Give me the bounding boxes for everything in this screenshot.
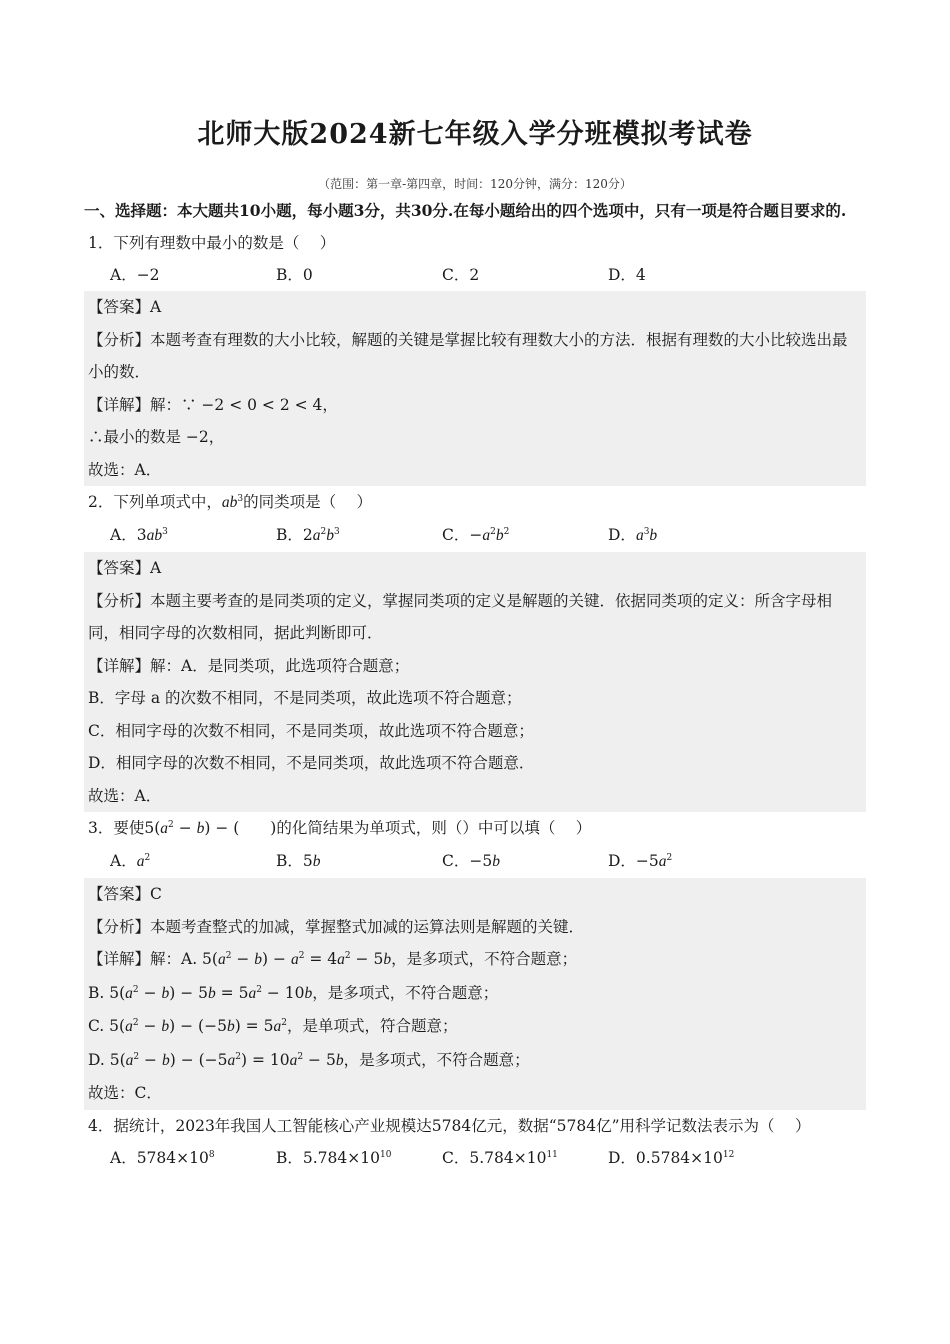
q3-detail-a: 【详解】解：A. $5(a^2 - b) - a^2 = 4a^2 - 5b$，是多项式，不符合题意； [88,950,578,968]
question-3-solution [84,878,866,1110]
q3-option-c: C．−5b [442,852,500,870]
q2-line-d: D．相同字母的次数不相同，不是同类项，故此选项不符合题意． [88,754,535,772]
q3-option-b: B．5b [276,852,321,870]
q2-choice: 故选：A． [88,786,162,805]
question-2-stem: 2．下列单项式中，$ab^3$的同类项是（ ） [88,493,373,511]
q3-answer: 【答案】C [88,885,162,903]
q3-detail-c: C. $5(a^2 - b) - (-5b) = 5a^2$，是单项式，符合题意； [88,1017,458,1035]
q1-option-c: C．2 [442,266,480,284]
question-1-solution [84,291,866,486]
q3-analysis: 【分析】本题考查整式的加减，掌握整式加减的运算法则是解题的关键． [88,917,585,936]
q1-option-b: B．0 [276,266,313,284]
q2-option-a: A．$3ab^3$ [110,526,168,544]
question-3-options [84,845,866,878]
q4-option-a: A．$5784\times 10^8$ [110,1148,215,1167]
q2-option-c: C．$-a^2b^2$ [442,526,510,544]
q4-option-b: B．$5.784\times 10^{10}$ [276,1148,392,1167]
question-2-solution [84,552,866,812]
question-1-stem: 1．下列有理数中最小的数是（ ） [88,234,336,252]
q4-option-c: C．$5.784\times 10^{11}$ [442,1148,558,1167]
q3-detail-b: B. $5(a^2 - b) - 5b = 5a^2 - 10b$，是多项式，不符合题意； [88,983,499,1002]
q3-detail-d: D. $5(a^2 - b) - (-5a^2) = 10a^2 - 5b$，是多项式，不符合题意； [88,1050,530,1069]
exam-content [84,195,866,1174]
question-4-options [84,1142,866,1174]
q2-option-b: B．$2a^2b^3$ [276,526,340,544]
q3-choice: 故选：C． [88,1084,162,1102]
q2-line-c: C．相同字母的次数不相同，不是同类项，故此选项不符合题意； [88,721,534,740]
q2-answer: 【答案】A [88,559,162,577]
question-3-stem: 3．要使$5(a^2 - b)$ − ( )的化简结果为单项式，则（）中可以填（ ） [88,819,592,837]
q1-choice: 故选：A． [88,460,162,479]
q2-line-b: B．字母 a 的次数不相同，不是同类项，故此选项不符合题意； [88,689,522,707]
page-title: 北师大版2024新七年级入学分班模拟考试卷 [197,119,753,150]
q3-option-d: D．$-5a^2$ [608,852,673,870]
section-heading: 一、选择题：本大题共10小题，每小题3分，共30分.在每小题给出的四个选项中，只有一项是符合题目要求的. [84,201,847,220]
q1-option-d: D．4 [608,266,646,284]
q2-analysis: 【分析】本题主要考查的是同类项的定义，掌握同类项的定义是解题的关键．依据同类项的定义：所含字母相同，相同字母的次数相同，据此判断即可． [88,591,833,642]
q1-answer: 【答案】A [88,298,162,316]
question-1-options [84,259,866,291]
question-4-stem: 4．据统计，2023年我国人工智能核心产业规模达5784亿元，数据“5784亿”用科学记数法表示为（ ） [88,1116,811,1135]
q2-option-d: D．$a^3b$ [608,526,658,544]
q1-conclusion: ∴最小的数是 −2， [88,428,225,446]
question-2-options [84,519,866,552]
page-subtitle: （范围：第一章-第四章，时间：120分钟，满分：120分） [318,177,632,191]
q2-detail: 【详解】解：A．是同类项，此选项符合题意； [88,656,410,675]
q1-detail: 【详解】解：∵ −2 < 0 < 2 < 4， [88,395,338,414]
q3-option-a: A．$a^2$ [110,852,151,870]
q4-option-d: D．$0.5784\times 10^{12}$ [608,1148,735,1167]
q1-analysis: 【分析】本题考查有理数的大小比较，解题的关键是掌握比较有理数大小的方法．根据有理数的大小比较选出最小的数． [88,330,848,381]
q1-option-a: A．−2 [110,266,160,284]
